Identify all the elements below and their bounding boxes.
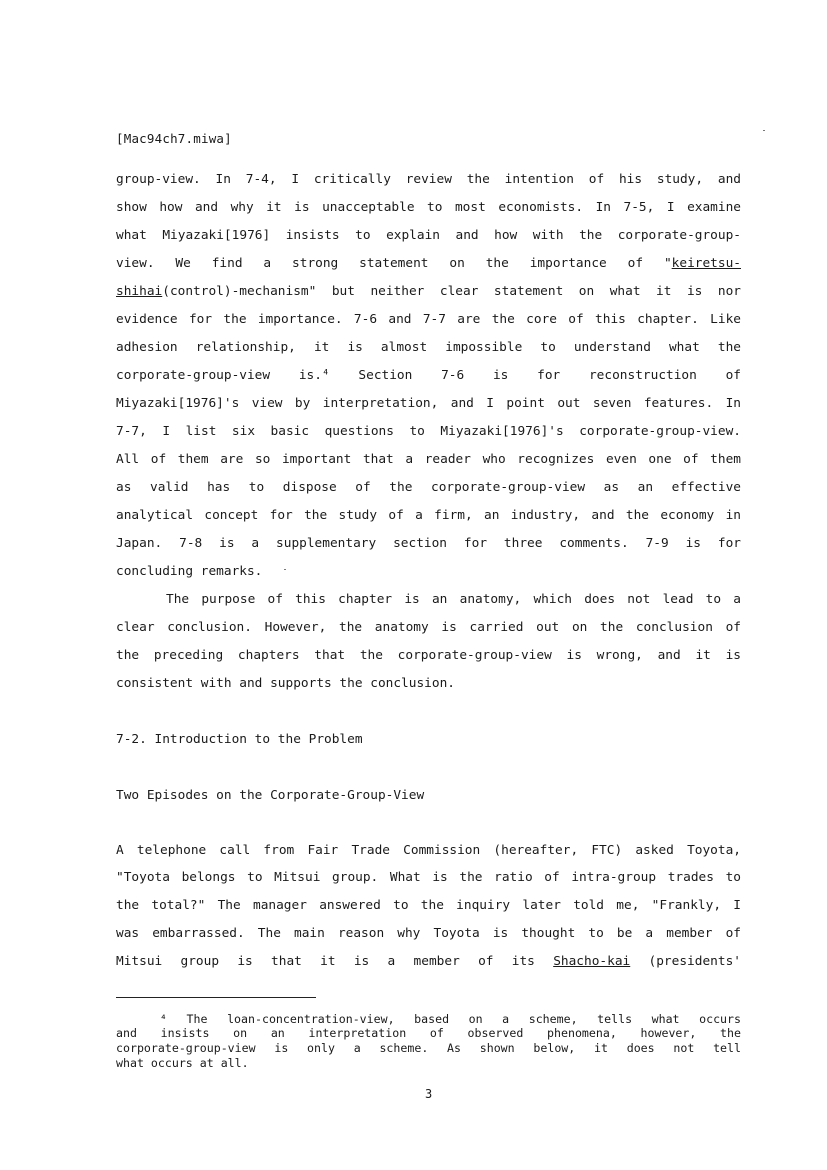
body-line: analytical concept for the study of a firm, an industry, and the economy in bbox=[116, 508, 741, 523]
body-line: the preceding chapters that the corporate-group-view is wrong, and it is bbox=[116, 648, 741, 663]
body-line: was embarrassed. The main reason why Toyota is thought to be a member of bbox=[116, 926, 741, 941]
text-segment: (control)-mechanism" but neither clear statement on what it is nor bbox=[162, 284, 741, 299]
underlined-term: keiretsu- bbox=[671, 256, 741, 271]
footnote-line: corporate-group-view is only a scheme. As shown below, it does not tell bbox=[116, 1041, 741, 1055]
body-line: what Miyazaki[1976] insists to explain and how with the corporate-group- bbox=[116, 228, 741, 243]
body-line: as valid has to dispose of the corporate-group-view as an effective bbox=[116, 480, 741, 495]
text-segment: view. We find a strong statement on the importance of " bbox=[116, 256, 672, 271]
body-line: adhesion relationship, it is almost impossible to understand what the bbox=[116, 340, 741, 355]
footnote-separator bbox=[116, 997, 316, 998]
body-line bbox=[116, 284, 741, 300]
subsection-heading: Two Episodes on the Corporate-Group-View bbox=[116, 788, 425, 803]
file-identifier: [Mac94ch7.miwa] bbox=[116, 131, 232, 146]
body-line: the total?" The manager answered to the inquiry later told me, "Frankly, I bbox=[116, 898, 741, 913]
body-line: All of them are so important that a reader who recognizes even one of them bbox=[116, 452, 741, 467]
body-line: consistent with and supports the conclusion. bbox=[116, 676, 455, 691]
body-line: clear conclusion. However, the anatomy is carried out on the conclusion of bbox=[116, 620, 741, 635]
section-heading: 7-2. Introduction to the Problem bbox=[116, 732, 363, 747]
page-number: 3 bbox=[425, 1087, 433, 1101]
underlined-term: shihai bbox=[116, 284, 163, 299]
body-line: concluding remarks. bbox=[116, 564, 263, 579]
body-line: evidence for the importance. 7-6 and 7-7 are the core of this chapter. Like bbox=[116, 312, 741, 327]
body-line: 7-7, I list six basic questions to Miyazaki[1976]'s corporate-group-view. bbox=[116, 424, 741, 439]
body-line: "Toyota belongs to Mitsui group. What is the ratio of intra-group trades to bbox=[116, 870, 741, 885]
scan-speck bbox=[284, 569, 286, 570]
body-line: A telephone call from Fair Trade Commission (hereafter, FTC) asked Toyota, bbox=[116, 843, 741, 858]
scan-speck bbox=[763, 130, 765, 131]
body-line: The purpose of this chapter is an anatomy, which does not lead to a bbox=[166, 592, 741, 607]
body-line: Japan. 7-8 is a supplementary section for three comments. 7-9 is for bbox=[116, 536, 741, 551]
body-line: show how and why it is unacceptable to most economists. In 7-5, I examine bbox=[116, 200, 741, 215]
body-line: group-view. In 7-4, I critically review the intention of his study, and bbox=[116, 172, 741, 187]
body-line: corporate-group-view is.⁴ Section 7-6 is for reconstruction of bbox=[116, 368, 741, 383]
underlined-term: Shacho-kai bbox=[553, 954, 631, 969]
text-segment: (presidents' bbox=[630, 954, 741, 969]
body-line bbox=[116, 256, 741, 272]
footnote-line: ⁴ The loan-concentration-view, based on a scheme, tells what occurs bbox=[160, 1012, 741, 1026]
text-segment: Mitsui group is that it is a member of its bbox=[116, 954, 554, 969]
body-line: Miyazaki[1976]'s view by interpretation, and I point out seven features. In bbox=[116, 396, 741, 411]
footnote-line: what occurs at all. bbox=[116, 1056, 249, 1070]
body-line bbox=[116, 954, 741, 970]
footnote-line: and insists on an interpretation of observed phenomena, however, the bbox=[116, 1026, 741, 1040]
